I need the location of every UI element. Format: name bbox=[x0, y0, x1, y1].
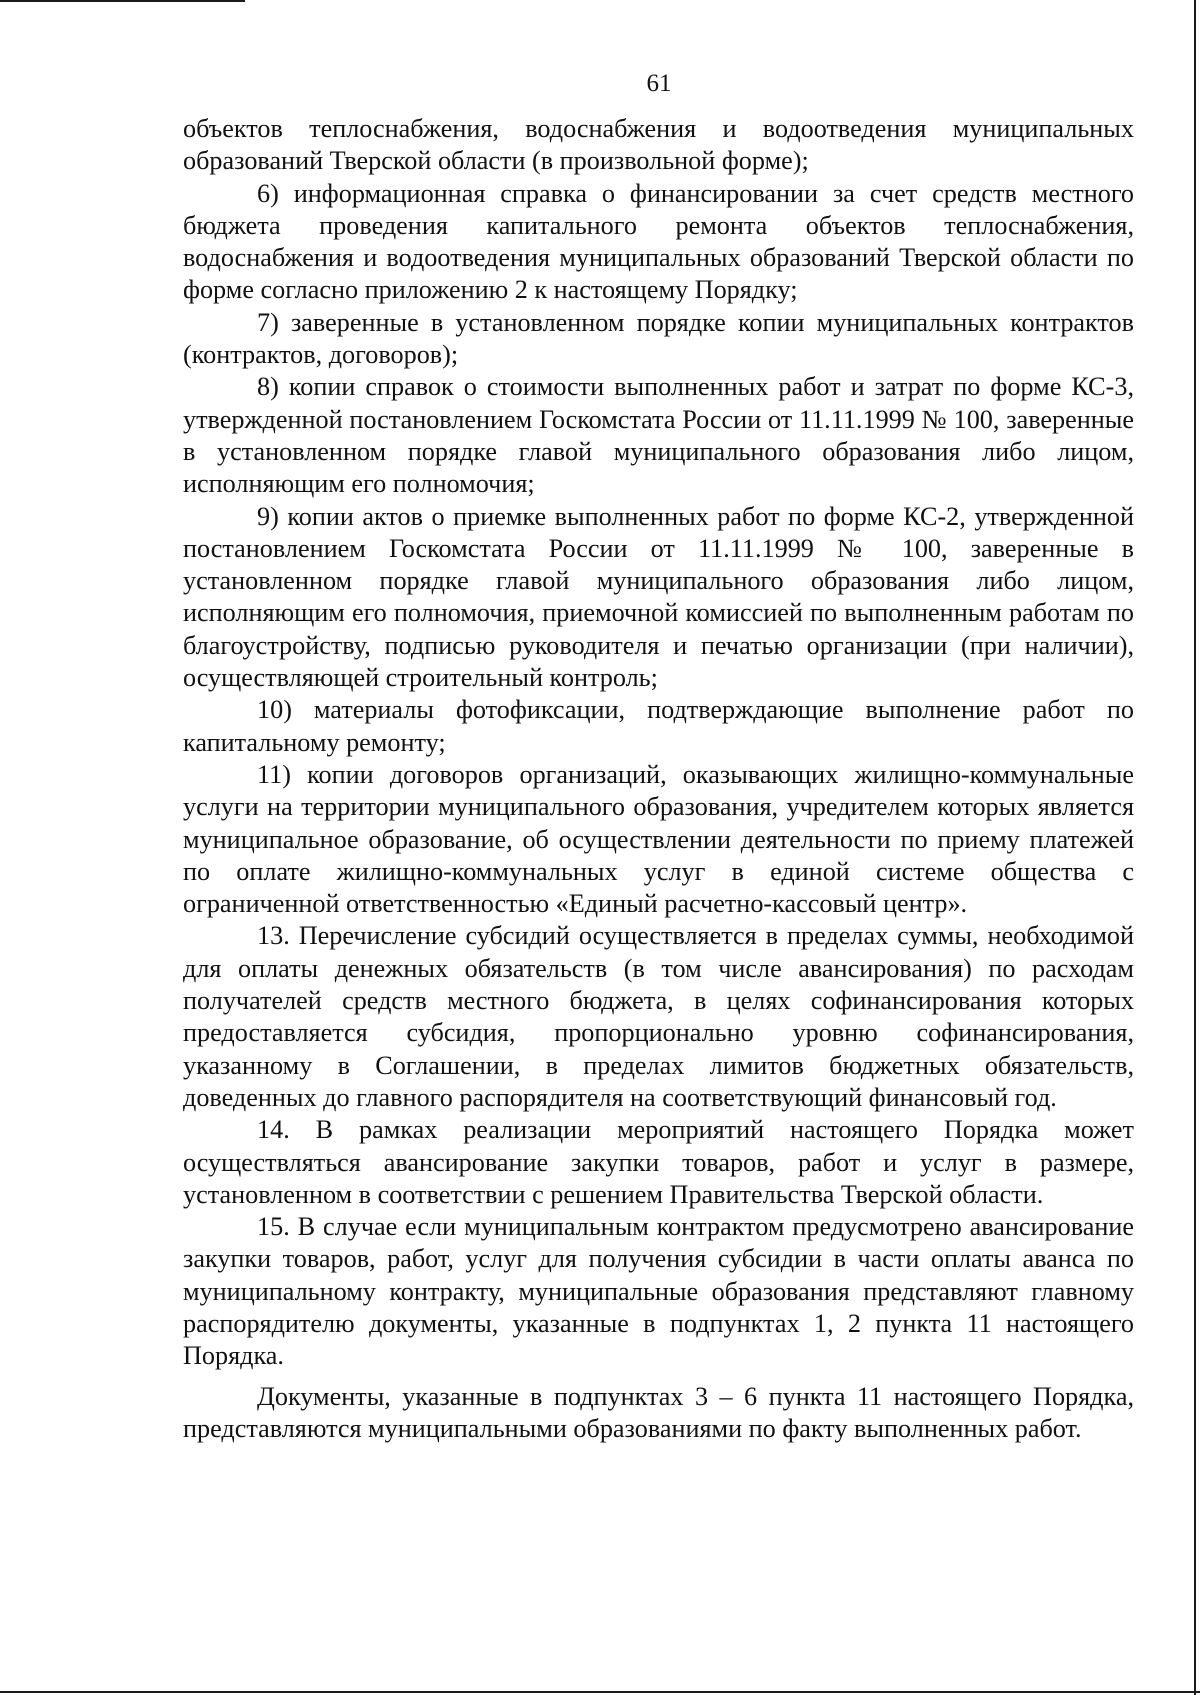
paragraph-item-10: 10) материалы фотофиксации, подтверждающие выполнение работ по капитальному ремонту; bbox=[183, 695, 1134, 757]
scan-edge-top bbox=[0, 0, 245, 2]
paragraph-item-7: 7) заверенные в установленном порядке копии муниципальных контрактов (контрактов, договоров); bbox=[183, 307, 1134, 370]
paragraph-final-note: Документы, указанные в подпунктах 3 – 6 пункта 11 настоящего Порядка, представляются муниципальными образованиями по факту выполненных работ. bbox=[183, 1381, 1134, 1443]
paragraph-continuation: объектов теплоснабжения, водоснабжения и водоотведения муниципальных образований Тверской области (в произвольной форме); bbox=[183, 114, 1134, 176]
scan-edge-bottom bbox=[0, 1691, 1200, 1693]
paragraph-item-6: 6) информационная справка о финансировании за счет средств местного бюджета проведения капитального ремонта объектов теплоснабжения, водоснабжения и водоотведения муниципальных образований Тверской области по форме согласно приложению 2 к настоящему Порядку; bbox=[183, 178, 1134, 305]
page-number: 61 bbox=[646, 70, 672, 97]
document-body bbox=[183, 113, 1134, 1445]
paragraph-item-9: 9) копии актов о приемке выполненных работ по форме КС-2, утвержденной постановлением Госкомстата России от 11.11.1999 № 100, заверенные в установленном порядке главой муниципального образования либо лицом, исполняющим его полномочия, приемочной комиссией по выполненным работам по благоустройству, подписью руководителя и печатью организации (при наличии), осуществляющей строительный контроль; bbox=[183, 501, 1134, 693]
scan-edge-right bbox=[1194, 0, 1196, 1695]
paragraph-clause-15: 15. В случае если муниципальным контрактом предусмотрено авансирование закупки товаров, работ, услуг для получения субсидии в части оплаты аванса по муниципальному контракту, муниципальные образования представляют главному распорядителю документы, указанные в подпунктах 1, 2 пункта 11 настоящего Порядка. bbox=[183, 1212, 1134, 1371]
paragraph-clause-14: 14. В рамках реализации мероприятий настоящего Порядка может осуществляться авансирование закупки товаров, работ и услуг в размере, установленном в соответствии с решением Правительства Тверской области. bbox=[183, 1115, 1134, 1209]
paragraph-item-8: 8) копии справок о стоимости выполненных работ и затрат по форме КС-3, утвержденной постановлением Госкомстата России от 11.11.1999 № 100, заверенные в установленном порядке главой муниципального образования либо лицом, исполняющим его полномочия; bbox=[183, 372, 1134, 499]
paragraph-clause-13: 13. Перечисление субсидий осуществляется в пределах суммы, необходимой для оплаты денежных обязательств (в том числе авансирования) по расходам получателей средств местного бюджета, в целях софинансирования которых предоставляется субсидия, пропорционально уровню софинансирования, указанному в Соглашении, в пределах лимитов бюджетных обязательств, доведенных до главного распорядителя на соответствующий финансовый год. bbox=[183, 921, 1134, 1112]
paragraph-item-11: 11) копии договоров организаций, оказывающих жилищно-коммунальные услуги на территории муниципального образования, учредителем которых является муниципальное образование, об осуществлении деятельности по приему платежей по оплате жилищно-коммунальных услуг в единой системе общества с ограниченной ответственностью «Единый расчетно-кассовый центр». bbox=[183, 759, 1134, 919]
